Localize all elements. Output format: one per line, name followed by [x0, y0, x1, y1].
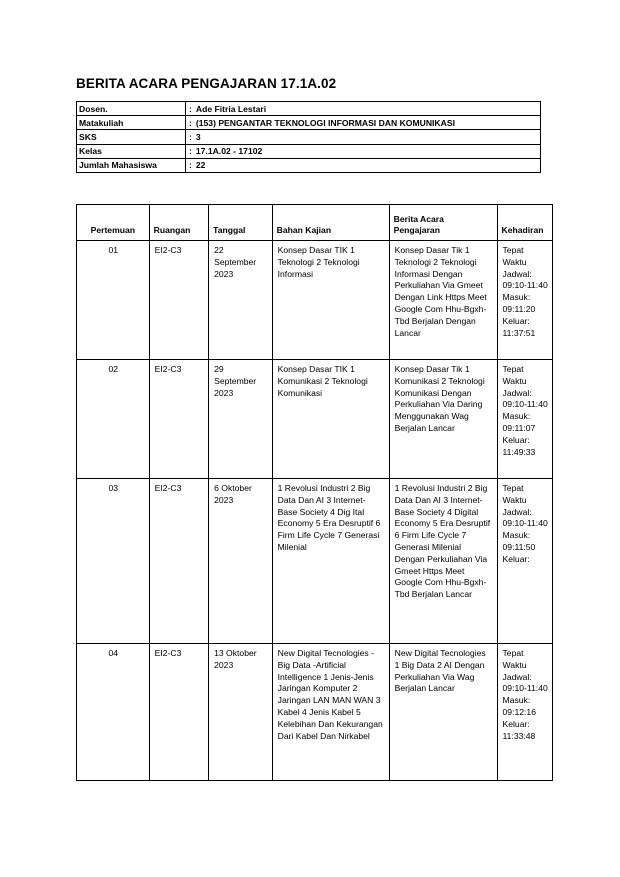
header-tanggal: Tanggal: [209, 205, 273, 241]
cell-tanggal: 29 September 2023: [209, 360, 273, 479]
cell-ruangan: EI2-C3: [149, 360, 209, 479]
info-row-matakuliah: [77, 116, 541, 130]
header-berita-acara: Berita Acara Pengajaran: [389, 205, 497, 241]
cell-pertemuan: 04: [77, 644, 150, 781]
cell-berita-acara: Konsep Dasar Tik 1 Komunikasi 2 Teknologi Komunikasi Dengan Perkuliahan Via Daring Menggunakan Wag Berjalan Lancar: [389, 360, 497, 479]
colon: :: [189, 146, 192, 157]
cell-pertemuan: 02: [77, 360, 150, 479]
colon: :: [189, 160, 192, 171]
course-info-table: [76, 101, 541, 173]
info-label: Jumlah Mahasiswa: [77, 158, 186, 172]
cell-bahan-kajian: 1 Revolusi Industri 2 Big Data Dan AI 3 Internet-Base Society 4 Dig Ital Economy 5 Era Desruptif 6 Firm Life Cycle 7 Generasi Milenial: [272, 479, 389, 644]
cell-berita-acara: New Digital Tecnologies 1 Big Data 2 AI Dengan Perkuliahan Via Wag Berjalan Lancar: [389, 644, 497, 781]
table-row: [77, 479, 553, 644]
cell-ruangan: EI2-C3: [149, 479, 209, 644]
info-label: Dosen.: [77, 102, 186, 116]
cell-tanggal: 22 September 2023: [209, 241, 273, 360]
info-value-text: 17.1A.02 - 17102: [195, 146, 263, 157]
header-pertemuan: Pertemuan: [77, 205, 150, 241]
cell-bahan-kajian: Konsep Dasar TIK 1 Komunikasi 2 Teknologi Komunikasi: [272, 360, 389, 479]
info-label: Matakuliah: [77, 116, 186, 130]
info-row-sks: [77, 130, 541, 144]
table-row: [77, 360, 553, 479]
info-label: Kelas: [77, 144, 186, 158]
cell-kehadiran: Tepat Waktu Jadwal: 09:10-11:40 Masuk: 09:11:20 Keluar: 11:37:51: [497, 241, 552, 360]
info-value-text: 22: [195, 160, 206, 171]
cell-kehadiran: Tepat Waktu Jadwal: 09:10-11:40 Masuk: 09:11:50 Keluar:: [497, 479, 552, 644]
teaching-record-table: [76, 204, 553, 781]
info-value-text: (153) PENGANTAR TEKNOLOGI INFORMASI DAN KOMUNIKASI: [195, 117, 455, 128]
header-kehadiran: Kehadiran: [497, 205, 552, 241]
cell-ruangan: EI2-C3: [149, 644, 209, 781]
header-bahan-kajian: Bahan Kajian: [272, 205, 389, 241]
cell-pertemuan: 03: [77, 479, 150, 644]
info-value-text: 3: [195, 131, 201, 142]
cell-bahan-kajian: Konsep Dasar TIK 1 Teknologi 2 Teknologi Informasi: [272, 241, 389, 360]
info-value: [186, 116, 541, 130]
document-title: BERITA ACARA PENGAJARAN 17.1A.02: [76, 76, 337, 91]
info-value: [186, 158, 541, 172]
header-ruangan: Ruangan: [149, 205, 209, 241]
info-value-text: Ade Fitria Lestari: [195, 103, 267, 114]
cell-bahan-kajian: New Digital Tecnologies -Big Data -Artificial Intelligence 1 Jenis-Jenis Jaringan Komputer 2 Jaringan LAN MAN WAN 3 Kabel 4 Jenis Kabel 5 Kelebihan Dan Kekurangan Dari Kabel Dan Nirkabel: [272, 644, 389, 781]
info-row-kelas: [77, 144, 541, 158]
table-header-row: [77, 205, 553, 241]
table-row: [77, 241, 553, 360]
cell-ruangan: EI2-C3: [149, 241, 209, 360]
info-value: [186, 130, 541, 144]
cell-tanggal: 6 Oktober 2023: [209, 479, 273, 644]
table-row: [77, 644, 553, 781]
colon: :: [189, 117, 192, 128]
colon: :: [189, 131, 192, 142]
cell-pertemuan: 01: [77, 241, 150, 360]
cell-kehadiran: Tepat Waktu Jadwal: 09:10-11:40 Masuk: 09:11:07 Keluar: 11:49:33: [497, 360, 552, 479]
cell-tanggal: 13 Oktober 2023: [209, 644, 273, 781]
info-row-dosen: [77, 102, 541, 116]
info-row-jumlah-mahasiswa: [77, 158, 541, 172]
info-label: SKS: [77, 130, 186, 144]
cell-berita-acara: Konsep Dasar Tik 1 Teknologi 2 Teknologi Informasi Dengan Perkuliahan Via Gmeet Dengan Link Https Meet Google Com Hhu-Bgxh-Tbd Berjalan Dengan Lancar: [389, 241, 497, 360]
cell-kehadiran: Tepat Waktu Jadwal: 09:10-11:40 Masuk: 09:12:16 Keluar: 11:33:48: [497, 644, 552, 781]
cell-berita-acara: 1 Revolusi Industri 2 Big Data Dan AI 3 Internet-Base Society 4 Digital Economy 5 Era Desruptif 6 Firm Life Cycle 7 Generasi Milenial Dengan Perkuliahan Via Gmeet Https Meet Google Com Hhu-Bgxh-Tbd Berjalan Lancar: [389, 479, 497, 644]
info-value: [186, 102, 541, 116]
info-value: [186, 144, 541, 158]
colon: :: [189, 103, 192, 114]
